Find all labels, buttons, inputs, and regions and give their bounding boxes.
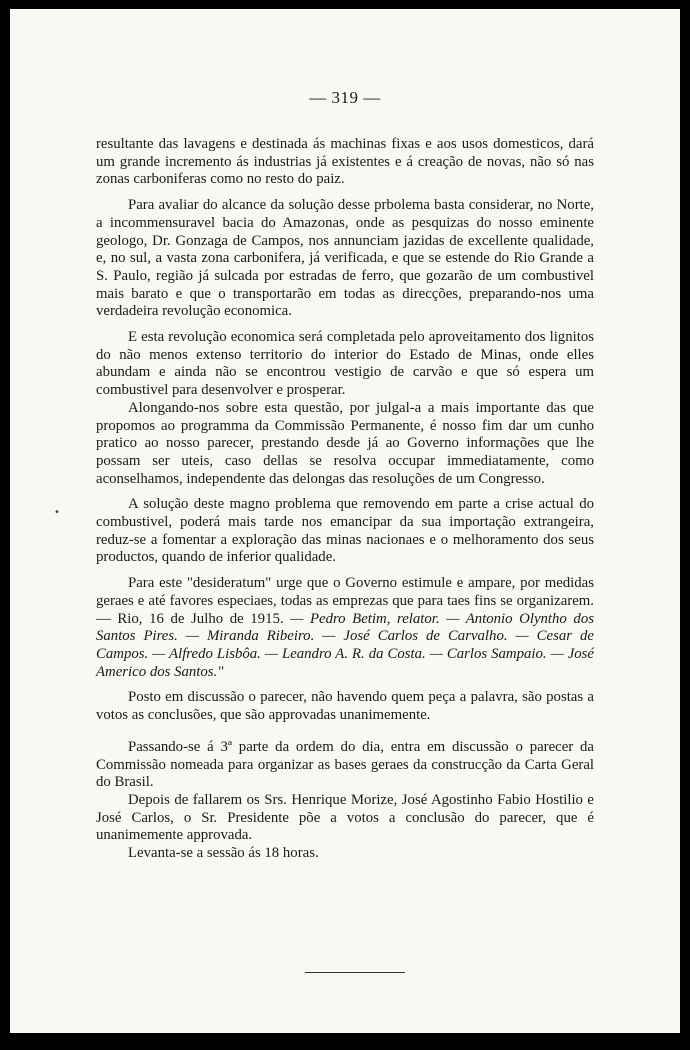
document-page bbox=[10, 9, 680, 1033]
paragraph: Depois de fallarem os Srs. Henrique Morize, José Agostinho Fabio Hostilio e José Carlos, o Sr. Presidente põe a votos a conclusão do parecer, que é unanimemente approvada. bbox=[96, 791, 594, 844]
paragraph: Para avaliar do alcance da solução desse prbolema basta considerar, no Norte, a incommensuravel bacia do Amazonas, onde as pesquizas do nosso eminente geologo, Dr. Gonzaga de Campos, nos annunciam jazidas de excellente qualidade, e, no sul, a vasta zona carbonifera, já verificada, e que se estende do Rio Grande a S. Paulo, região já sulcada por estradas de ferro, que gozarão de um combustivel mais barato e que o transportarão em todas as direcções, preparando-nos uma verdadeira revolução economica. bbox=[96, 197, 594, 320]
body-text bbox=[96, 136, 594, 863]
paragraph: Posto em discussão o parecer, não havendo quem peça a palavra, são postas a votos as conclusões, que são approvadas unanimemente. bbox=[96, 689, 594, 724]
paragraph-text: Para este "desideratum" urge que o Governo estimule e ampare, por medidas geraes e até favores especiaes, todas as emprezas que para taes fins se organizarem. — Rio, 16 de Julho de 1915. bbox=[96, 575, 594, 627]
paragraph: resultante das lavagens e destinada ás machinas fixas e aos usos domesticos, dará um grande incremento ás industrias já existentes e á creação de novas, não só nas zonas carboniferas como no resto do paiz. bbox=[96, 136, 594, 188]
paragraph: A solução deste magno problema que removendo em parte a crise actual do combustivel, poderá mais tarde nos emancipar da sua importação extrangeira, reduz-se a fomentar a exploração das minas nacionaes e o melhoramento dos seus productos, quando de inferior qualidade. bbox=[96, 496, 594, 566]
signatures: — Pedro Betim, relator. — Antonio Olyntho dos Santos Pires. — Miranda Ribeiro. — José Carlos de Carvalho. — Cesar de Campos. — Alfredo Lisbôa. — Leandro A. R. da Costa. — Carlos Sampaio. — José Americo dos Santos." bbox=[96, 610, 594, 680]
page-number: — 319 — bbox=[309, 88, 381, 107]
paragraph: Levanta-se a sessão ás 18 horas. bbox=[128, 845, 319, 862]
end-rule bbox=[305, 972, 405, 973]
paragraph: Passando-se á 3ª parte da ordem do dia, entra em discussão o parecer da Commissão nomeada para organizar as bases geraes da construcção da Carta Geral do Brasil. bbox=[96, 738, 594, 791]
paragraph-with-signatures bbox=[96, 575, 594, 681]
paragraph: Alongando-nos sobre esta questão, por julgal-a a mais importante das que propomos ao programma da Commissão Permanente, é nosso fim dar um cunho pratico ao nosso parecer, prestando desde já ao Governo informações que lhe possam ser uteis, caso dellas se resolva occupar immediatamente, como aconselhamos, independente das delongas das resoluções de um Congresso. bbox=[96, 399, 594, 487]
paragraph: E esta revolução economica será completada pelo aproveitamento dos lignitos do não menos extenso territorio do interior do Estado de Minas, onde elles abundam e ainda não se encontrou vestigio de carvão e que só espera um combustivel para desenvolver e prosperar. bbox=[96, 329, 594, 399]
margin-mark-icon: • bbox=[54, 507, 60, 518]
